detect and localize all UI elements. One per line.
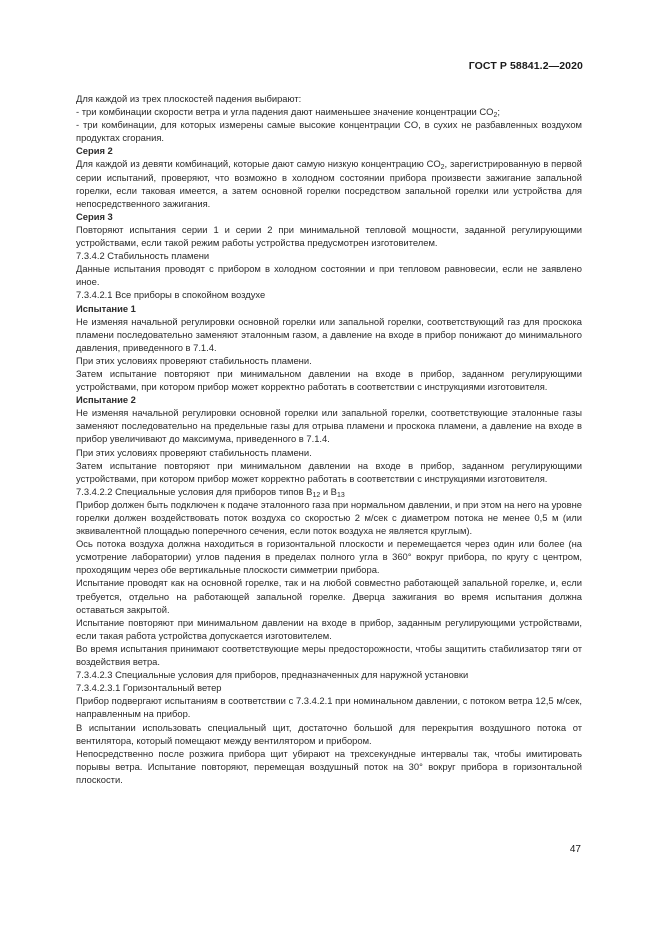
test-heading: Испытание 1 xyxy=(76,302,136,314)
paragraph: Испытание повторяют при минимальном давлении на входе в прибор, заданным регулирующими устройствами, если такая работа устройства допускается изготовителем. xyxy=(76,616,582,641)
paragraph: Затем испытание повторяют при минимальном давлении на входе в прибор, заданном регулирующими устройствами, при котором прибор может корректно работать в соответствии с инструкциями изготовителя. xyxy=(76,367,582,393)
subscript: 13 xyxy=(336,491,345,499)
paragraph: Испытание проводят как на основной горелке, так и на любой совместно работающей запальной горелке, и, если требуется, отдельно на работающей запальной горелке. Дверца зажигания во время испытания должна оставаться закрытой. xyxy=(76,577,582,615)
page-number: 47 xyxy=(569,844,581,855)
paragraph: Прибор подвергают испытаниям в соответствии с 7.3.4.2.1 при номинальном давлении, с потоком ветра 12,5 м/сек, направленным на прибор. xyxy=(76,695,582,720)
text: Для каждой из трех плоскостей падения выбирают: xyxy=(76,93,302,104)
subsection-heading: 7.3.4.2.3 Специальные условия для приборов, предназначенных для наружной установки xyxy=(76,669,469,681)
paragraph: При этих условиях проверяют стабильность пламени. xyxy=(76,354,312,366)
text: ; xyxy=(497,106,500,118)
subscript: 2 xyxy=(440,164,445,172)
document-header xyxy=(469,60,583,72)
paragraph: При этих условиях проверяют стабильность пламени. xyxy=(76,446,312,458)
subsection-heading xyxy=(76,485,582,498)
standard-code: ГОСТ Р 58841.2—2020 xyxy=(468,60,583,72)
paragraph: Повторяют испытания серии 1 и серии 2 при минимальной тепловой мощности, заданной регулирующими устройствами, если такой режим работы устройства предусмотрен изготовителем. xyxy=(76,223,582,249)
subsection-heading: 7.3.4.2 Стабильность пламени xyxy=(76,250,210,262)
paragraph: Ось потока воздуха должна находиться в горизонтальной плоскости и перемещается через один или более (на усмотрение лаборатории) углов падения в пределах полного угла в 360° вокруг прибора, по кругу с центром, проходящим через обе вертикальные плоскости симметрии прибора. xyxy=(76,538,582,576)
paragraph: Непосредственно после розжига прибора щит убирают на трехсекундные интервалы так, чтобы имитировать порывы ветра. Испытание повторяют, перемещая воздушный поток на 30° вокруг прибора в горизонтальной плоскости. xyxy=(76,747,582,785)
paragraph: Во время испытания принимают соответствующие меры предосторожности, чтобы защитить стабилизатор тяги от воздействия ветра. xyxy=(76,642,582,668)
paragraph: Данные испытания проводят с прибором в холодном состоянии и при тепловом равновесии, если не заявлено иное. xyxy=(76,263,582,288)
section-heading: Серия 3 xyxy=(76,210,113,222)
text: и B xyxy=(320,485,337,497)
paragraph: Не изменяя начальной регулировки основной горелки или запальной горелки, соответствующие эталонные газы заменяют последовательно на предельные газы для отрыва пламени и проскока пламени, а давление на входе в прибор увеличивают до максимума, приведенного в 7.1.4. xyxy=(76,407,582,445)
paragraph: Не изменяя начальной регулировки основной горелки или запальной горелки, соответствующий газ для проскока пламени последовательно заменяют эталонным газом, а давление на входе в прибор понижают до минимального давления, приведенного в 7.1.4. xyxy=(76,315,582,353)
subsection-heading: 7.3.4.2.3.1 Горизонтальный ветер xyxy=(76,682,222,694)
subscript: 12 xyxy=(312,491,321,499)
text: - три комбинации, для которых измерены самые высокие концентрации CO, в сухих не разбавленных воздухом продуктах сгорания. xyxy=(76,119,582,144)
list-item xyxy=(76,118,582,144)
paragraph: Прибор должен быть подключен к подаче эталонного газа при нормальном давлении, и при этом на него на уровне горелки должен воздействовать поток воздуха со скоростью 2 м/сек с диаметром потока не менее 0,5 м (или эквивалентной площадью поперечного сечения, если поток воздуха не является круглым). xyxy=(76,498,582,537)
text: , зарегистрированную в первой серии испытаний, проверяют, что возможно в холодном состоянии прибора произвести зажигание запальной горелки, если таковая имеется, а затем основной горелки посредством запальной горелки или устройства для непосредственного зажигания. xyxy=(76,158,582,209)
paragraph xyxy=(76,92,582,105)
subscript: 2 xyxy=(493,112,498,120)
document-body xyxy=(76,92,582,786)
paragraph: Затем испытание повторяют при минимальном давлении на входе в прибор, заданном регулирующими устройствами, при котором прибор может корректно работать в соответствии с инструкциями изготовителя. xyxy=(76,459,582,484)
test-heading: Испытание 2 xyxy=(76,394,136,406)
paragraph xyxy=(76,157,582,209)
list-item xyxy=(76,105,582,118)
text: 7.3.4.2.2 Специальные условия для приборов типов B xyxy=(76,485,313,497)
text: - три комбинации скорости ветра и угла падения дают наименьшее значение концентрации CO xyxy=(76,106,494,118)
paragraph: В испытании использовать специальный щит, достаточно большой для перекрытия воздушного потока от вентилятора, который помещают между вентилятором и прибором. xyxy=(76,721,582,746)
text: Для каждой из девяти комбинаций, которые дают самую низкую концентрацию CO xyxy=(76,158,441,170)
subsection-heading: 7.3.4.2.1 Все приборы в спокойном воздухе xyxy=(76,289,266,301)
section-heading: Серия 2 xyxy=(76,145,113,157)
